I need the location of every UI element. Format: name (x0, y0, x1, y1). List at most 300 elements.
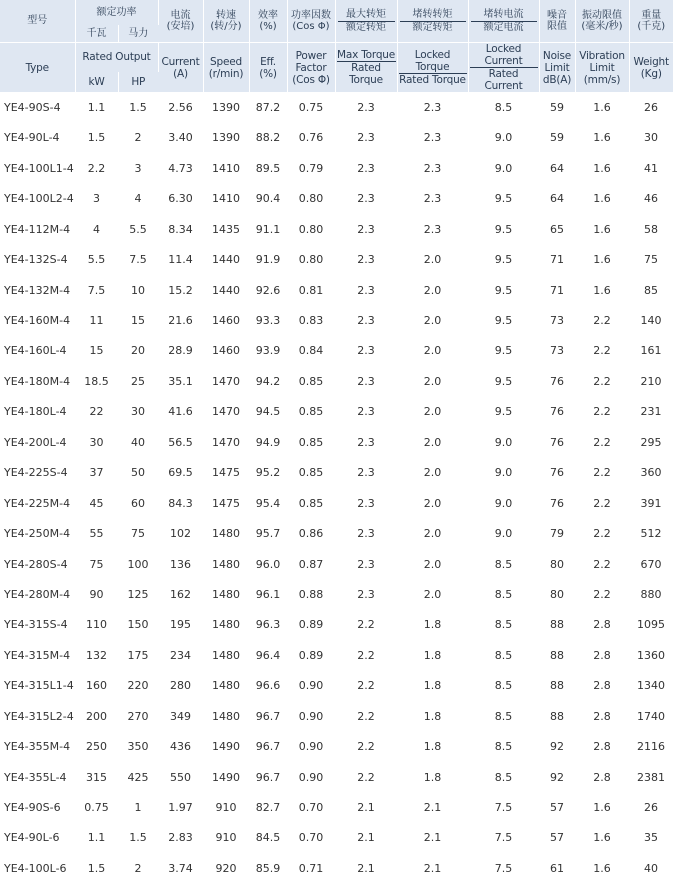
cell-kw: 1.1 (87, 100, 106, 114)
cell-power-factor: 0.85 (298, 405, 324, 419)
cell-hp: 3 (134, 161, 142, 175)
cell-current: 3.40 (168, 131, 193, 145)
cell-power-factor: 0.86 (298, 527, 324, 541)
cell-max-torque-ratio: 2.2 (357, 648, 375, 662)
cell-eff: 88.2 (255, 131, 281, 145)
cell-locked-current-ratio: 8.5 (494, 740, 513, 754)
table-row (0, 366, 673, 396)
cell-current: 102 (170, 527, 191, 541)
cell-power-factor: 0.76 (298, 131, 324, 145)
cell-speed: 1460 (212, 314, 240, 328)
cell-power-factor: 0.85 (298, 374, 324, 388)
header-lockedcurrent-en: Locked Current Rated Current (468, 43, 539, 93)
header-kw-en: kW (75, 72, 118, 93)
table-row (0, 458, 673, 488)
cell-noise-limit: 76 (550, 405, 564, 419)
header-vibration-en: Vibration Limit (mm/s) (575, 43, 629, 93)
cell-max-torque-ratio: 2.3 (357, 222, 375, 236)
table-row (0, 518, 673, 548)
cell-kw: 55 (89, 527, 104, 541)
cell-noise-limit: 59 (550, 100, 564, 114)
cell-locked-torque-ratio: 2.1 (423, 831, 442, 845)
cell-eff: 93.3 (255, 314, 281, 328)
cell-speed: 1490 (212, 770, 240, 784)
cell-noise-limit: 88 (550, 618, 564, 632)
cell-kw: 30 (89, 435, 104, 449)
cell-weight: 391 (640, 496, 662, 510)
cell-speed: 1490 (212, 740, 240, 754)
cell-max-torque-ratio: 2.3 (357, 405, 375, 419)
cell-locked-torque-ratio: 2.0 (423, 344, 442, 358)
cell-kw: 5.5 (87, 253, 106, 267)
cell-speed: 1410 (212, 192, 240, 206)
table-row (0, 853, 673, 883)
cell-weight: 35 (644, 831, 658, 845)
cell-kw: 1.1 (87, 831, 106, 845)
header-lockedtorque-en: Locked Torque Rated Torque (397, 43, 468, 93)
cell-type: YE4-100L1-4 (4, 161, 74, 175)
cell-current: 195 (170, 618, 191, 632)
cell-locked-current-ratio: 8.5 (494, 770, 513, 784)
cell-noise-limit: 65 (550, 222, 564, 236)
cell-speed: 1480 (212, 557, 240, 571)
cell-current: 3.74 (168, 861, 193, 875)
cell-power-factor: 0.83 (298, 314, 324, 328)
cell-speed: 910 (215, 801, 237, 815)
table-row (0, 244, 673, 274)
cell-current: 2.56 (168, 100, 193, 114)
header-eff-en: Eff. (%) (249, 43, 287, 93)
cell-power-factor: 0.84 (298, 344, 324, 358)
cell-locked-current-ratio: 8.5 (494, 587, 513, 601)
cell-max-torque-ratio: 2.3 (357, 466, 375, 480)
cell-noise-limit: 80 (550, 557, 564, 571)
cell-type: YE4-160L-4 (4, 344, 67, 358)
cell-power-factor: 0.79 (298, 161, 324, 175)
cell-weight: 210 (640, 374, 662, 388)
header-current-en: Current (A) (158, 43, 203, 93)
cell-speed: 1480 (212, 648, 240, 662)
cell-type: YE4-180L-4 (4, 405, 67, 419)
cell-noise-limit: 73 (550, 314, 564, 328)
cell-locked-torque-ratio: 1.8 (423, 740, 442, 754)
header-lockedcurrent-cn: 堵转电流 额定电流 (468, 0, 539, 43)
header-rated-output-en: Rated Output (75, 43, 158, 72)
cell-vibration-limit: 1.6 (593, 801, 611, 815)
cell-type: YE4-225M-4 (4, 496, 71, 510)
header-speed-cn: 转速 (转/分) (203, 0, 249, 43)
cell-noise-limit: 57 (550, 831, 564, 845)
header-type-en: Type (0, 43, 75, 93)
header-maxtorque-cn: 最大转矩 额定转矩 (335, 0, 397, 43)
cell-eff: 91.9 (255, 253, 281, 267)
cell-eff: 96.7 (255, 770, 281, 784)
cell-kw: 0.75 (84, 801, 109, 815)
cell-max-torque-ratio: 2.3 (357, 131, 375, 145)
cell-noise-limit: 92 (550, 770, 564, 784)
cell-vibration-limit: 1.6 (593, 831, 611, 845)
cell-power-factor: 0.81 (298, 283, 324, 297)
cell-current: 11.4 (168, 253, 193, 267)
cell-weight: 1340 (637, 679, 665, 693)
header-hp-cn: 马力 (118, 25, 158, 43)
cell-kw: 4 (93, 222, 100, 236)
cell-weight: 1095 (637, 618, 665, 632)
cell-eff: 94.5 (255, 405, 281, 419)
cell-power-factor: 0.88 (298, 587, 324, 601)
cell-speed: 1480 (212, 679, 240, 693)
cell-hp: 1 (134, 801, 142, 815)
cell-vibration-limit: 2.2 (593, 466, 611, 480)
cell-weight: 46 (644, 192, 658, 206)
cell-vibration-limit: 2.8 (593, 679, 611, 693)
cell-vibration-limit: 1.6 (593, 100, 611, 114)
cell-type: YE4-250M-4 (4, 527, 71, 541)
cell-eff: 96.3 (255, 618, 281, 632)
cell-current: 35.1 (168, 374, 193, 388)
cell-power-factor: 0.80 (298, 222, 324, 236)
cell-eff: 95.4 (255, 496, 281, 510)
cell-type: YE4-225S-4 (4, 466, 68, 480)
cell-weight: 30 (644, 131, 658, 145)
cell-hp: 30 (131, 405, 145, 419)
cell-type: YE4-160M-4 (4, 314, 71, 328)
cell-kw: 15 (89, 344, 104, 358)
cell-noise-limit: 64 (550, 161, 564, 175)
header-pf-en: Power Factor (Cos Φ) (287, 43, 335, 93)
cell-locked-torque-ratio: 2.0 (423, 496, 442, 510)
cell-max-torque-ratio: 2.3 (357, 557, 375, 571)
cell-current: 2.83 (168, 831, 193, 845)
cell-eff: 90.4 (255, 192, 281, 206)
cell-max-torque-ratio: 2.3 (357, 527, 375, 541)
cell-locked-torque-ratio: 2.3 (423, 161, 442, 175)
cell-vibration-limit: 2.8 (593, 770, 611, 784)
cell-speed: 1475 (212, 466, 240, 480)
cell-speed: 1480 (212, 587, 240, 601)
cell-current: 280 (170, 679, 191, 693)
cell-hp: 350 (127, 740, 149, 754)
cell-locked-current-ratio: 9.0 (494, 466, 513, 480)
cell-vibration-limit: 2.8 (593, 740, 611, 754)
cell-weight: 880 (640, 587, 662, 601)
cell-eff: 94.2 (255, 374, 281, 388)
cell-vibration-limit: 1.6 (593, 192, 611, 206)
cell-eff: 93.9 (255, 344, 281, 358)
cell-vibration-limit: 1.6 (593, 131, 611, 145)
cell-hp: 2 (134, 131, 142, 145)
table-row (0, 579, 673, 609)
cell-locked-torque-ratio: 2.0 (423, 435, 442, 449)
cell-current: 15.2 (168, 283, 193, 297)
header-weight-en: Weight (Kg) (629, 43, 673, 93)
cell-speed: 1475 (212, 496, 240, 510)
cell-kw: 45 (89, 496, 104, 510)
table-row (0, 701, 673, 731)
cell-vibration-limit: 2.2 (593, 496, 611, 510)
table-row (0, 610, 673, 640)
cell-kw: 75 (89, 557, 104, 571)
cell-power-factor: 0.90 (298, 740, 324, 754)
cell-speed: 1410 (212, 161, 240, 175)
cell-current: 136 (170, 557, 191, 571)
cell-max-torque-ratio: 2.3 (357, 344, 375, 358)
cell-current: 234 (170, 648, 191, 662)
cell-power-factor: 0.80 (298, 192, 324, 206)
cell-weight: 85 (644, 283, 658, 297)
cell-locked-current-ratio: 9.0 (494, 435, 513, 449)
cell-kw: 22 (89, 405, 104, 419)
cell-weight: 26 (644, 100, 658, 114)
cell-kw: 160 (86, 679, 107, 693)
cell-hp: 270 (127, 709, 149, 723)
cell-eff: 92.6 (255, 283, 281, 297)
cell-kw: 250 (86, 740, 107, 754)
cell-eff: 85.9 (255, 861, 281, 875)
cell-max-torque-ratio: 2.2 (357, 740, 375, 754)
cell-noise-limit: 64 (550, 192, 564, 206)
cell-eff: 96.0 (255, 557, 281, 571)
cell-weight: 670 (640, 557, 662, 571)
cell-locked-current-ratio: 9.5 (494, 222, 513, 236)
cell-locked-current-ratio: 9.0 (494, 527, 513, 541)
cell-hp: 10 (131, 283, 145, 297)
cell-kw: 315 (86, 770, 107, 784)
cell-type: YE4-112M-4 (4, 222, 71, 236)
cell-kw: 7.5 (87, 283, 106, 297)
cell-vibration-limit: 2.2 (593, 435, 611, 449)
cell-locked-current-ratio: 7.5 (494, 861, 513, 875)
cell-locked-current-ratio: 8.5 (494, 648, 513, 662)
cell-current: 84.3 (168, 496, 193, 510)
cell-noise-limit: 71 (550, 283, 564, 297)
table-row (0, 184, 673, 214)
cell-current: 349 (170, 709, 191, 723)
header-noise-en: Noise Limit dB(A) (539, 43, 575, 93)
table-row (0, 214, 673, 244)
cell-locked-current-ratio: 7.5 (494, 831, 513, 845)
table-row (0, 671, 673, 701)
cell-max-torque-ratio: 2.1 (357, 801, 375, 815)
cell-noise-limit: 73 (550, 344, 564, 358)
cell-speed: 1470 (212, 374, 240, 388)
cell-locked-torque-ratio: 2.0 (423, 405, 442, 419)
cell-power-factor: 0.71 (298, 861, 324, 875)
header-kw-cn: 千瓦 (75, 25, 118, 43)
header-pf-cn: 功率因数 (Cos Φ) (287, 0, 335, 43)
cell-noise-limit: 79 (550, 527, 564, 541)
cell-locked-current-ratio: 9.5 (494, 344, 513, 358)
cell-locked-current-ratio: 9.5 (494, 314, 513, 328)
cell-hp: 5.5 (129, 222, 147, 236)
cell-noise-limit: 80 (550, 587, 564, 601)
cell-power-factor: 0.89 (298, 648, 324, 662)
cell-noise-limit: 76 (550, 374, 564, 388)
cell-type: YE4-355M-4 (4, 740, 71, 754)
cell-locked-torque-ratio: 1.8 (423, 648, 442, 662)
cell-hp: 425 (127, 770, 149, 784)
cell-eff: 87.2 (255, 100, 281, 114)
cell-hp: 100 (127, 557, 149, 571)
cell-vibration-limit: 2.2 (593, 314, 611, 328)
cell-weight: 295 (640, 435, 662, 449)
cell-eff: 96.1 (255, 587, 281, 601)
cell-kw: 3 (93, 192, 100, 206)
cell-locked-current-ratio: 9.0 (494, 161, 513, 175)
cell-max-torque-ratio: 2.2 (357, 618, 375, 632)
cell-kw: 110 (86, 618, 107, 632)
table-row (0, 153, 673, 183)
cell-noise-limit: 59 (550, 131, 564, 145)
cell-locked-torque-ratio: 1.8 (423, 679, 442, 693)
table-row (0, 397, 673, 427)
cell-eff: 95.2 (255, 466, 281, 480)
cell-power-factor: 0.90 (298, 770, 324, 784)
table-row (0, 731, 673, 761)
cell-locked-current-ratio: 9.0 (494, 131, 513, 145)
cell-weight: 41 (644, 161, 658, 175)
cell-locked-current-ratio: 8.5 (494, 100, 513, 114)
cell-eff: 94.9 (255, 435, 281, 449)
cell-vibration-limit: 1.6 (593, 222, 611, 236)
cell-noise-limit: 71 (550, 253, 564, 267)
cell-type: YE4-315L1-4 (4, 679, 74, 693)
cell-noise-limit: 76 (550, 496, 564, 510)
cell-vibration-limit: 2.2 (593, 527, 611, 541)
cell-max-torque-ratio: 2.2 (357, 770, 375, 784)
cell-speed: 1480 (212, 709, 240, 723)
cell-kw: 1.5 (87, 861, 106, 875)
cell-locked-torque-ratio: 2.0 (423, 466, 442, 480)
cell-power-factor: 0.85 (298, 496, 324, 510)
table-row (0, 92, 673, 122)
cell-noise-limit: 76 (550, 466, 564, 480)
cell-vibration-limit: 2.2 (593, 405, 611, 419)
cell-locked-current-ratio: 8.5 (494, 709, 513, 723)
cell-eff: 96.6 (255, 679, 281, 693)
cell-locked-torque-ratio: 2.1 (423, 861, 442, 875)
cell-speed: 1435 (212, 222, 240, 236)
cell-locked-current-ratio: 9.5 (494, 283, 513, 297)
cell-locked-torque-ratio: 2.3 (423, 131, 442, 145)
header-hp-en: HP (118, 72, 158, 93)
cell-kw: 90 (89, 587, 104, 601)
cell-speed: 1470 (212, 435, 240, 449)
cell-vibration-limit: 1.6 (593, 861, 611, 875)
cell-speed: 1470 (212, 405, 240, 419)
header-weight-cn: 重量 (千克) (629, 0, 673, 43)
header-rated-output-cn: 额定功率 (75, 0, 158, 25)
cell-current: 162 (170, 587, 191, 601)
cell-speed: 1440 (212, 283, 240, 297)
cell-locked-torque-ratio: 1.8 (423, 618, 442, 632)
cell-locked-torque-ratio: 2.1 (423, 801, 442, 815)
cell-power-factor: 0.85 (298, 466, 324, 480)
cell-speed: 1440 (212, 253, 240, 267)
cell-vibration-limit: 2.8 (593, 648, 611, 662)
cell-type: YE4-315M-4 (4, 648, 71, 662)
table-body (0, 92, 673, 883)
cell-power-factor: 0.90 (298, 709, 324, 723)
cell-weight: 58 (644, 222, 658, 236)
cell-max-torque-ratio: 2.2 (357, 679, 375, 693)
cell-hp: 220 (127, 679, 149, 693)
cell-max-torque-ratio: 2.3 (357, 587, 375, 601)
cell-max-torque-ratio: 2.3 (357, 283, 375, 297)
cell-type: YE4-280M-4 (4, 587, 71, 601)
cell-speed: 1480 (212, 527, 240, 541)
cell-vibration-limit: 2.2 (593, 587, 611, 601)
cell-max-torque-ratio: 2.3 (357, 374, 375, 388)
cell-type: YE4-90L-4 (4, 131, 60, 145)
cell-max-torque-ratio: 2.1 (357, 831, 375, 845)
cell-hp: 15 (131, 314, 145, 328)
cell-power-factor: 0.70 (298, 801, 324, 815)
cell-locked-current-ratio: 9.5 (494, 253, 513, 267)
cell-hp: 50 (131, 466, 145, 480)
header-speed-en: Speed (r/min) (203, 43, 249, 93)
cell-current: 550 (170, 770, 191, 784)
cell-max-torque-ratio: 2.2 (357, 709, 375, 723)
cell-noise-limit: 61 (550, 861, 564, 875)
cell-weight: 360 (640, 466, 662, 480)
table-row (0, 305, 673, 335)
cell-locked-torque-ratio: 2.3 (423, 222, 442, 236)
cell-kw: 11 (89, 314, 104, 328)
cell-locked-current-ratio: 9.5 (494, 192, 513, 206)
cell-hp: 60 (131, 496, 145, 510)
header-maxtorque-en: Max Torque Rated Torque (335, 43, 397, 93)
cell-type: YE4-132S-4 (4, 253, 68, 267)
cell-eff: 82.7 (255, 801, 281, 815)
cell-speed: 1390 (212, 131, 240, 145)
cell-locked-torque-ratio: 2.0 (423, 587, 442, 601)
cell-vibration-limit: 2.2 (593, 374, 611, 388)
cell-vibration-limit: 1.6 (593, 161, 611, 175)
cell-type: YE4-355L-4 (4, 770, 67, 784)
cell-speed: 910 (215, 831, 237, 845)
cell-current: 6.30 (168, 192, 193, 206)
header-lockedtorque-cn: 堵转转矩 额定转矩 (397, 0, 468, 43)
header-type-cn: 型号 (0, 0, 75, 43)
header-current-cn: 电流 (安培) (158, 0, 203, 43)
table-row (0, 762, 673, 792)
cell-type: YE4-315L2-4 (4, 709, 74, 723)
table-row (0, 792, 673, 822)
cell-locked-current-ratio: 9.5 (494, 374, 513, 388)
cell-locked-current-ratio: 8.5 (494, 618, 513, 632)
cell-speed: 1390 (212, 100, 240, 114)
cell-weight: 40 (644, 861, 658, 875)
cell-max-torque-ratio: 2.3 (357, 100, 375, 114)
table-header (0, 0, 673, 92)
cell-hp: 20 (131, 344, 145, 358)
cell-max-torque-ratio: 2.3 (357, 192, 375, 206)
cell-speed: 1460 (212, 344, 240, 358)
cell-max-torque-ratio: 2.3 (357, 161, 375, 175)
cell-power-factor: 0.70 (298, 831, 324, 845)
table-row (0, 123, 673, 153)
cell-weight: 1740 (637, 709, 665, 723)
cell-weight: 161 (640, 344, 662, 358)
cell-locked-torque-ratio: 2.0 (423, 314, 442, 328)
cell-noise-limit: 92 (550, 740, 564, 754)
cell-current: 4.73 (168, 161, 193, 175)
cell-noise-limit: 76 (550, 435, 564, 449)
cell-weight: 2116 (637, 740, 665, 754)
cell-max-torque-ratio: 2.3 (357, 435, 375, 449)
cell-kw: 18.5 (84, 374, 109, 388)
